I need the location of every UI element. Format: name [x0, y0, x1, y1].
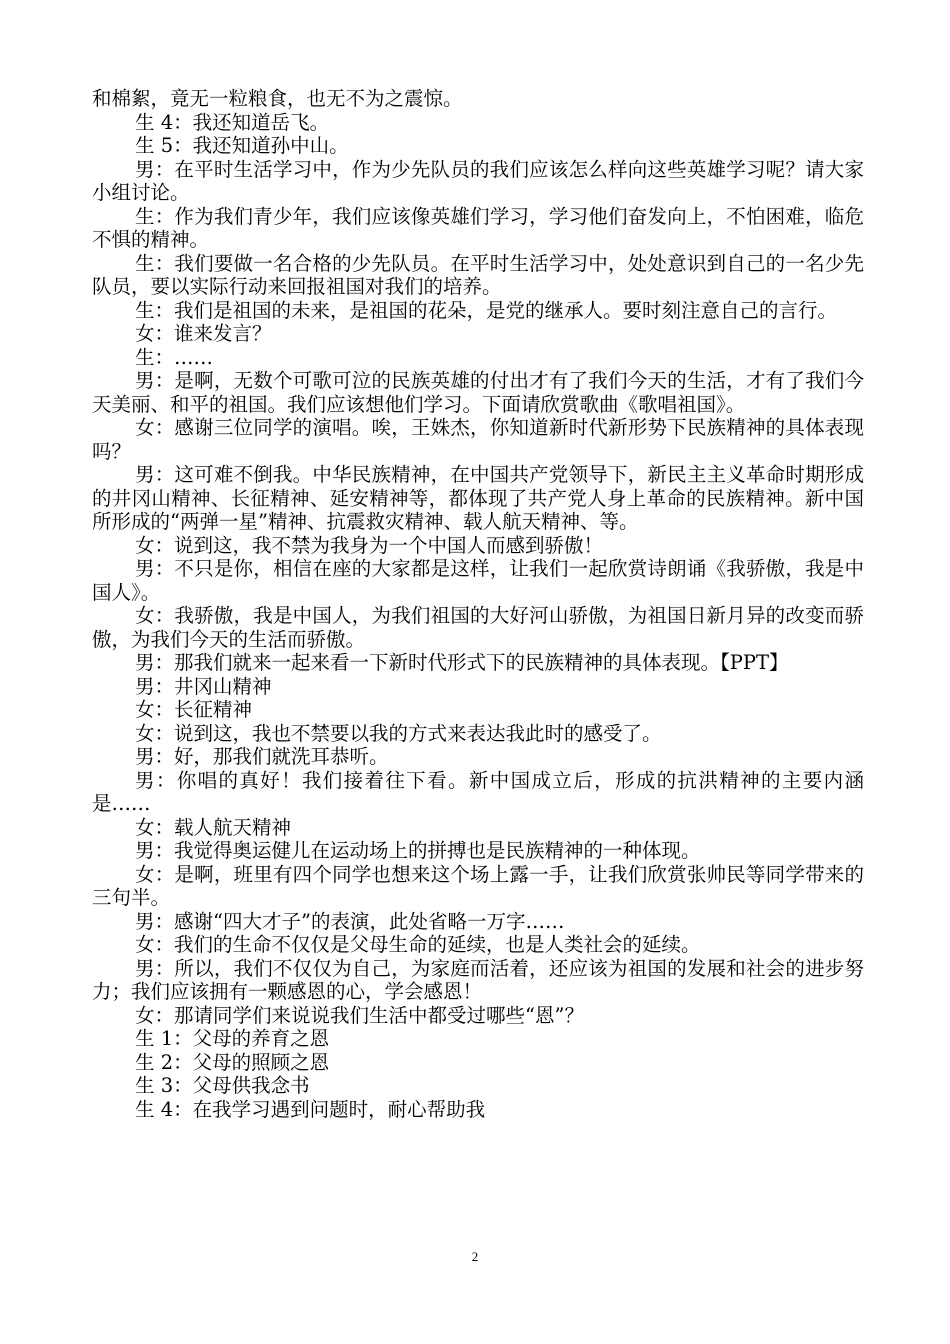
paragraph: 女：我骄傲，我是中国人，为我们祖国的大好河山骄傲，为祖国日新月异的改变而骄傲，为我们今天的生活而骄傲。 — [92, 604, 864, 651]
paragraph: 男：所以，我们不仅仅为自己，为家庭而活着，还应该为祖国的发展和社会的进步努力；我们应该拥有一颗感恩的心，学会感恩！ — [92, 956, 864, 1003]
paragraph: 男：是啊，无数个可歌可泣的民族英雄的付出才有了我们今天的生活，才有了我们今天美丽、和平的祖国。我们应该想他们学习。下面请欣赏歌曲《歌唱祖国》。 — [92, 369, 864, 416]
paragraph: 生：作为我们青少年，我们应该像英雄们学习，学习他们奋发向上，不怕困难，临危不惧的精神。 — [92, 204, 864, 251]
paragraph: 生 5：我还知道孙中山。 — [135, 134, 349, 157]
paragraph: 生 4：我还知道岳飞。 — [135, 110, 330, 134]
paragraph: 男：好，那我们就洗耳恭听。 — [135, 745, 389, 768]
paragraph: 生 3：父母供我念书 — [135, 1074, 310, 1097]
page-number: 2 — [471, 1249, 479, 1264]
paragraph: 生：我们是祖国的未来，是祖国的花朵，是党的继承人。要时刻注意自己的言行。 — [135, 298, 838, 322]
paragraph: 男：感谢“四大才子”的表演，此处省略一万字…… — [135, 909, 565, 933]
paragraph: 女：是啊，班里有四个同学也想来这个场上露一手，让我们欣赏张帅民等同学带来的三句半。 — [92, 862, 864, 909]
paragraph: 生：…… — [135, 345, 214, 369]
paragraph: 女：感谢三位同学的演唱。唉，王姝杰，你知道新时代新形势下民族精神的具体表现吗？ — [92, 416, 864, 463]
paragraph: 男：在平时生活学习中，作为少先队员的我们应该怎么样向这些英雄学习呢？请大家小组讨论。 — [92, 157, 864, 204]
paragraph: 男：不只是你，相信在座的大家都是这样，让我们一起欣赏诗朗诵《我骄傲，我是中国人》。 — [92, 557, 864, 604]
document-body — [92, 87, 864, 1121]
paragraph: 生 1：父母的养育之恩 — [135, 1027, 330, 1050]
paragraph: 女：谁来发言？ — [135, 322, 272, 345]
paragraph: 女：长征精神 — [135, 698, 253, 721]
paragraph: 女：说到这，我不禁为我身为一个中国人而感到骄傲！ — [135, 533, 604, 557]
paragraph: 男：这可难不倒我。中华民族精神，在中国共产党领导下，新民主主义革命时期形成的井冈山精神、长征精神、延安精神等，都体现了共产党人身上革命的民族精神。新中国所形成的“两弹一星”精神、抗震救灾精神、载人航天精神、等。 — [92, 463, 864, 533]
paragraph: 生 4：在我学习遇到问题时，耐心帮助我 — [135, 1097, 486, 1121]
paragraph: 男：那我们就来一起来看一下新时代形式下的民族精神的具体表现。【PPT】 — [135, 651, 789, 674]
paragraph: 女：我们的生命不仅仅是父母生命的延续，也是人类社会的延续。 — [135, 933, 701, 956]
paragraph: 和棉絮，竟无一粒粮食，也无不为之震惊。 — [92, 87, 463, 110]
paragraph: 女：说到这，我也不禁要以我的方式来表达我此时的感受了。 — [135, 721, 662, 745]
paragraph: 女：那请同学们来说说我们生活中都受过哪些“恩”？ — [135, 1003, 584, 1027]
paragraph: 男：你唱的真好！我们接着往下看。新中国成立后，形成的抗洪精神的主要内涵是…… — [92, 768, 864, 815]
paragraph: 男：我觉得奥运健儿在运动场上的拼搏也是民族精神的一种体现。 — [135, 839, 701, 862]
paragraph: 女：载人航天精神 — [135, 815, 292, 839]
paragraph: 生 2：父母的照顾之恩 — [135, 1050, 330, 1074]
paragraph: 生：我们要做一名合格的少先队员。在平时生活学习中，处处意识到自己的一名少先队员，要以实际行动来回报祖国对我们的培养。 — [92, 251, 864, 298]
paragraph: 男：井冈山精神 — [135, 674, 272, 698]
